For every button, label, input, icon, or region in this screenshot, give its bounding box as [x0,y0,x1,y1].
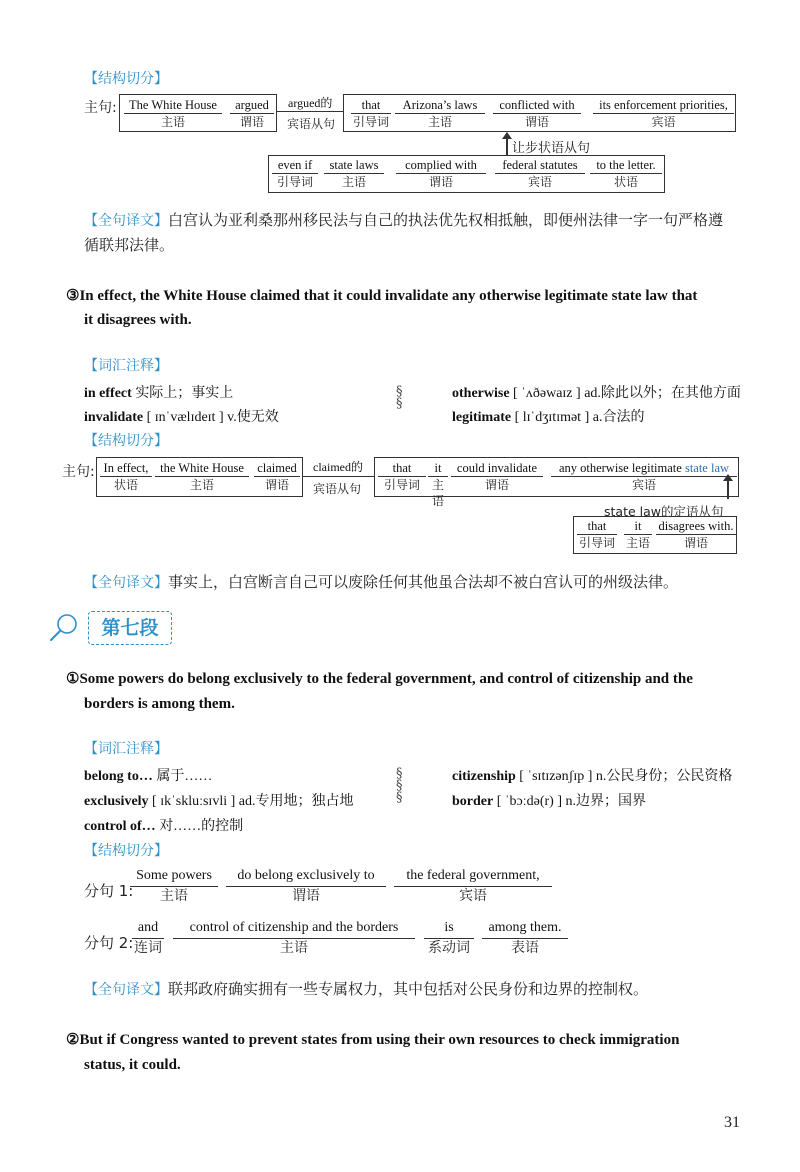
wavy-divider-2: § § § [396,766,403,805]
relative-clause-note: state law的定语从句 [604,504,724,519]
arrow-up-icon [723,474,733,481]
segment: claimed 谓语 [254,461,300,493]
segment: and 连词 [134,920,162,956]
segment: is 系动词 [424,920,474,957]
segment: to the letter. 状语 [590,158,662,190]
connector-role-1: 宾语从句 [287,117,336,131]
connector-line-1 [277,111,343,112]
segment: even if 引导词 [272,158,318,190]
structure-label-3: 【结构切分】 [84,843,168,859]
segment: disagrees with. 谓语 [656,519,736,551]
connector-line-2 [303,476,374,477]
main-clause-label-1: 主句: [84,100,117,116]
segment: conflicted with 谓语 [493,98,581,130]
segment: that 引导词 [378,461,426,493]
segment: it 主语 [428,461,448,509]
connector-label-1: argued的 [288,96,333,110]
vocab-label-1: 【词汇注释】 [84,358,168,374]
segment: complied with 谓语 [396,158,486,190]
segment: The White House 主语 [124,98,222,130]
structure-label-1: 【结构切分】 [84,71,168,87]
main-clause-label-2: 主句: [62,464,95,480]
wavy-divider-1: § § [396,384,403,411]
sentence-7-2-line1: ②But if Congress wanted to prevent states from using their own resources to check immigration [66,1032,680,1048]
sentence-7-2-line2: status, it could. [84,1057,181,1073]
sentence-7-1-line2: borders is among them. [84,696,235,712]
vocab-item: citizenship [ ˈsɪtɪzənʃɪp ] n.公民身份；公民资格 [452,769,733,784]
sentence-6-3-line1: ③In effect, the White House claimed that it could invalidate any otherwise legitimate state law that [66,288,698,304]
vocab-label-2: 【词汇注释】 [84,741,168,757]
vocab-item: border [ ˈbɔːdə(r) ] n.边界；国界 [452,794,647,809]
page-number: 31 [724,1114,740,1131]
segment: control of citizenship and the borders 主语 [173,920,415,957]
segment: do belong exclusively to 谓语 [226,868,386,905]
connector-role-2: 宾语从句 [313,482,362,496]
structure-label-2: 【结构切分】 [84,433,168,449]
segment: state laws 主语 [324,158,384,190]
segment: Some powers 主语 [130,868,218,905]
connector-label-2: claimed的 [313,460,363,474]
section-title: 第七段 [101,617,159,639]
translation-3: 【全句译文】联邦政府确实拥有一些专属权力，其中包括对公民身份和边界的控制权。 [84,980,649,998]
segment: Arizona’s laws 主语 [395,98,485,130]
clause2-label: 分句 2: [84,934,134,952]
vocab-item: belong to… 属于…… [84,769,213,784]
vocab-item: in effect 实际上；事实上 [84,386,234,401]
segment: could invalidate 谓语 [451,461,543,493]
vocab-item: otherwise [ ˈʌðəwaɪz ] ad.除此以外；在其他方面 [452,386,741,401]
translation-2: 【全句译文】事实上，白宫断言自己可以废除任何其他虽合法却不被白宫认可的州级法律。 [84,573,679,591]
segment: that 引导词 [578,519,615,550]
vocab-item: control of… 对……的控制 [84,819,244,834]
magnifier-icon [46,611,82,645]
segment: its enforcement priorities, 宾语 [593,98,734,130]
segment: any otherwise legitimate state law 宾语 [551,461,737,493]
segment: argued 谓语 [230,98,274,130]
sentence-7-1-line1: ①Some powers do belong exclusively to the federal government, and control of citizenship and the [66,671,693,687]
vocab-item: invalidate [ ɪnˈvælɪdeɪt ] v.使无效 [84,410,279,425]
segment: federal statutes 宾语 [495,158,585,190]
concessive-clause-note: 让步状语从句 [512,141,591,156]
section-title-box [88,611,172,645]
segment: In effect, 状语 [100,461,152,493]
segment: among them. 表语 [482,920,568,957]
translation-1-cont: 循联邦法律。 [84,236,175,254]
segment: the White House 主语 [155,461,249,493]
vocab-item: exclusively [ ɪkˈskluːsɪvli ] ad.专用地；独占地 [84,794,354,809]
vocab-item: legitimate [ lɪˈdʒɪtɪmət ] a.合法的 [452,410,645,425]
clause1-label: 分句 1: [84,882,134,900]
segment: it 主语 [625,519,650,550]
arrow-up-icon [502,132,512,139]
translation-1: 【全句译文】白宫认为亚利桑那州移民法与自己的执法优先权相抵触，即便州法律一字一句严格遵 [84,211,724,229]
segment: that 引导词 [352,98,389,129]
segment: the federal government, 宾语 [394,868,552,905]
sentence-6-3-line2: it disagrees with. [84,312,192,328]
